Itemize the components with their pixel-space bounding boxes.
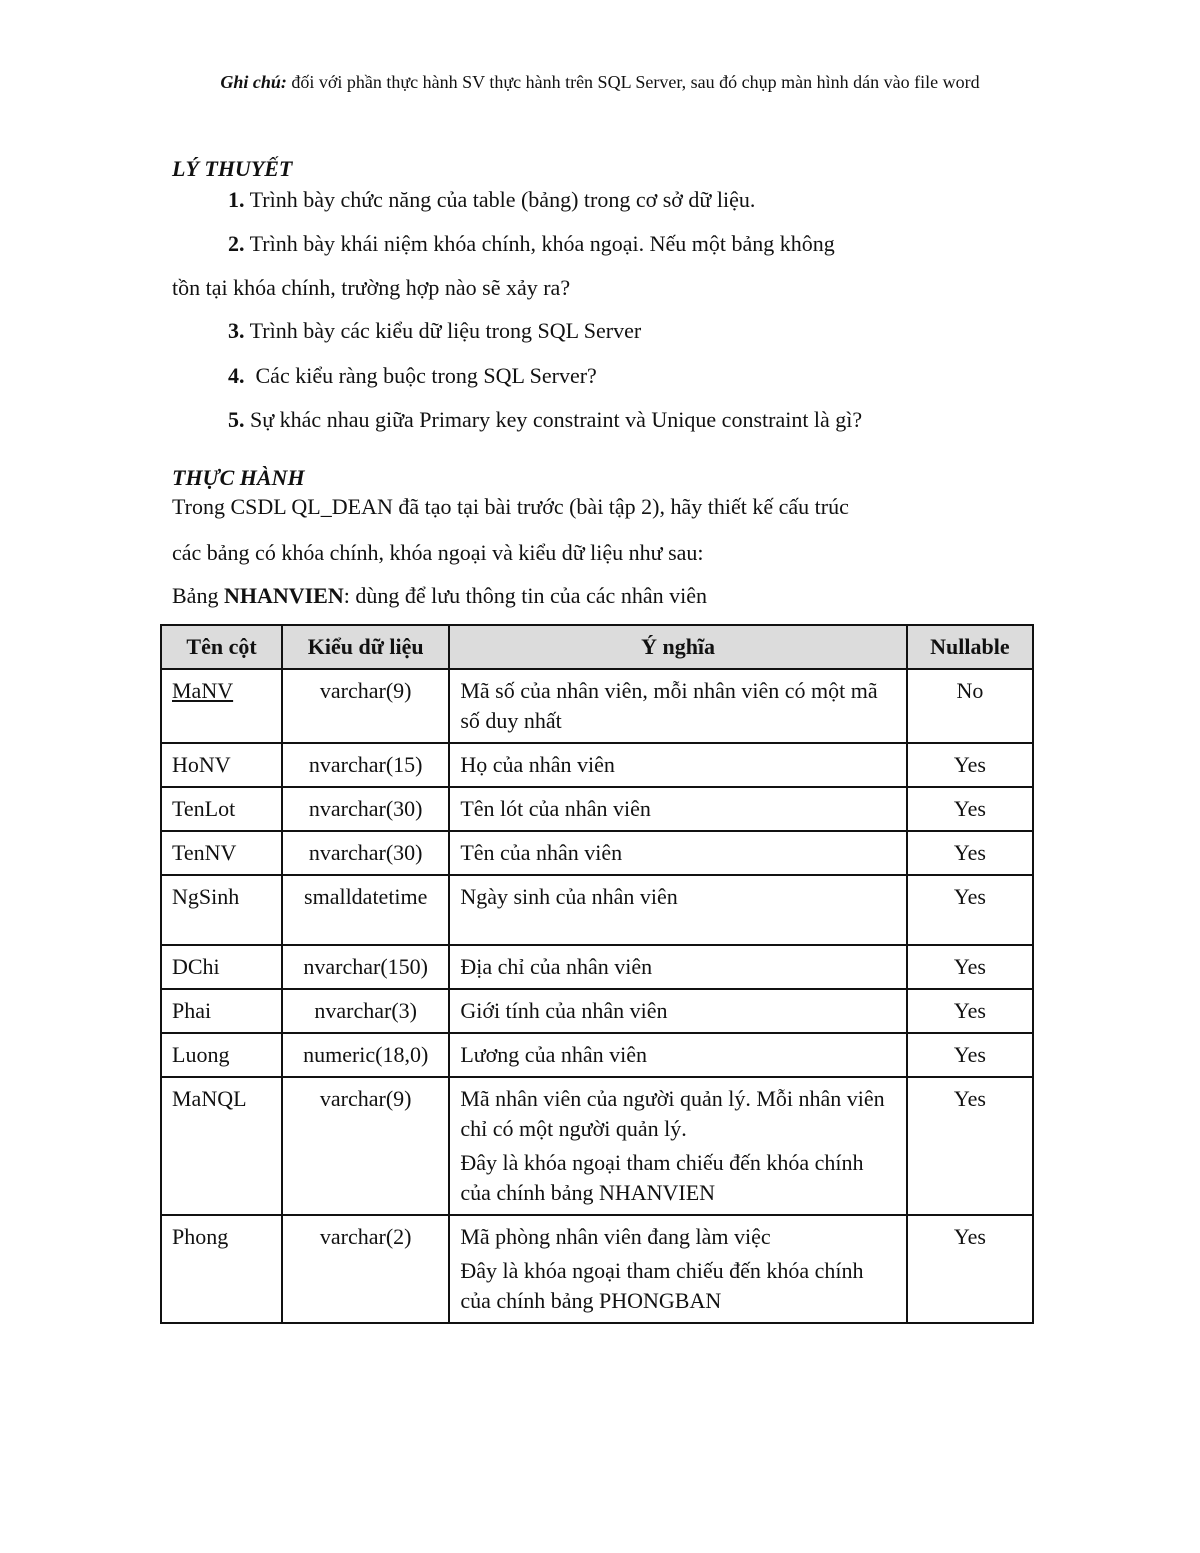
meaning-paragraph: Đây là khóa ngoại tham chiếu đến khóa chính của chính bảng NHANVIEN <box>460 1150 864 1205</box>
cell-column-name: Phong <box>161 1215 282 1323</box>
meaning-paragraph: Đây là khóa ngoại tham chiếu đến khóa chính của chính bảng PHONGBAN <box>460 1258 864 1313</box>
question-2 <box>228 231 835 257</box>
question-number: 5. <box>228 407 245 432</box>
question-text: Sự khác nhau giữa Primary key constraint và Unique constraint là gì? <box>244 407 863 432</box>
header-column-name: Tên cột <box>161 625 282 669</box>
page-note <box>0 72 1200 93</box>
question-text: Trình bày các kiểu dữ liệu trong SQL Server <box>244 318 642 343</box>
table-row <box>161 989 1033 1033</box>
cell-meaning: Ngày sinh của nhân viên <box>449 875 907 945</box>
header-data-type: Kiểu dữ liệu <box>282 625 449 669</box>
cell-nullable: Yes <box>907 1077 1033 1215</box>
cell-data-type: varchar(9) <box>282 669 449 743</box>
cell-nullable: Yes <box>907 1033 1033 1077</box>
table-row <box>161 945 1033 989</box>
cell-meaning <box>449 1215 907 1323</box>
cell-column-name: MaNV <box>172 678 234 703</box>
note-label: Ghi chú: <box>220 72 287 92</box>
caption-prefix: Bảng <box>172 583 224 608</box>
cell-data-type: nvarchar(30) <box>282 787 449 831</box>
question-1 <box>228 187 755 213</box>
practice-intro-2: các bảng có khóa chính, khóa ngoại và kiểu dữ liệu như sau: <box>172 540 704 565</box>
table-row <box>161 1077 1033 1215</box>
cell-meaning: Họ của nhân viên <box>449 743 907 787</box>
cell-data-type: nvarchar(150) <box>282 945 449 989</box>
cell-column-name: MaNQL <box>161 1077 282 1215</box>
table-row <box>161 1215 1033 1323</box>
cell-data-type: varchar(9) <box>282 1077 449 1215</box>
practice-intro-1: Trong CSDL QL_DEAN đã tạo tại bài trước (bài tập 2), hãy thiết kế cấu trúc <box>172 494 849 519</box>
question-4 <box>228 363 597 389</box>
question-number: 1. <box>228 187 245 212</box>
question-number: 4. <box>228 363 245 388</box>
meaning-paragraph: Mã phòng nhân viên đang làm việc <box>460 1224 771 1249</box>
table-name: NHANVIEN <box>223 583 344 608</box>
cell-meaning: Tên của nhân viên <box>449 831 907 875</box>
practice-heading: THỰC HÀNH <box>172 465 305 490</box>
cell-column-name: Luong <box>161 1033 282 1077</box>
cell-column-name: NgSinh <box>161 875 282 945</box>
nhanvien-table <box>160 624 1034 1324</box>
cell-nullable: No <box>907 669 1033 743</box>
question-2-continuation: tồn tại khóa chính, trường hợp nào sẽ xảy ra? <box>172 275 571 300</box>
table-row <box>161 831 1033 875</box>
table-caption <box>172 583 707 609</box>
note-text: đối với phần thực hành SV thực hành trên SQL Server, sau đó chụp màn hình dán vào file word <box>286 72 980 92</box>
table-row <box>161 743 1033 787</box>
header-meaning: Ý nghĩa <box>449 625 907 669</box>
cell-column-name: TenNV <box>161 831 282 875</box>
cell-data-type: nvarchar(15) <box>282 743 449 787</box>
header-nullable: Nullable <box>907 625 1033 669</box>
table-row <box>161 787 1033 831</box>
cell-meaning: Giới tính của nhân viên <box>449 989 907 1033</box>
cell-data-type: nvarchar(3) <box>282 989 449 1033</box>
cell-nullable: Yes <box>907 743 1033 787</box>
cell-nullable: Yes <box>907 831 1033 875</box>
cell-nullable: Yes <box>907 875 1033 945</box>
cell-column-name: DChi <box>161 945 282 989</box>
cell-nullable: Yes <box>907 787 1033 831</box>
table-header-row <box>161 625 1033 669</box>
meaning-paragraph: Mã nhân viên của người quản lý. Mỗi nhân viên chỉ có một người quản lý. <box>460 1086 885 1141</box>
cell-data-type: nvarchar(30) <box>282 831 449 875</box>
question-5 <box>228 407 862 433</box>
cell-column-name: HoNV <box>161 743 282 787</box>
cell-meaning <box>449 1077 907 1215</box>
cell-data-type: numeric(18,0) <box>282 1033 449 1077</box>
table-row <box>161 875 1033 945</box>
table-row <box>161 669 1033 743</box>
cell-nullable: Yes <box>907 945 1033 989</box>
cell-nullable: Yes <box>907 1215 1033 1323</box>
question-text: Trình bày khái niệm khóa chính, khóa ngoại. Nếu một bảng không <box>244 231 835 256</box>
cell-column-name: Phai <box>161 989 282 1033</box>
cell-meaning: Mã số của nhân viên, mỗi nhân viên có một mã số duy nhất <box>449 669 907 743</box>
question-number: 3. <box>228 318 245 343</box>
question-text: Trình bày chức năng của table (bảng) trong cơ sở dữ liệu. <box>244 187 756 212</box>
cell-meaning: Tên lót của nhân viên <box>449 787 907 831</box>
cell-data-type: smalldatetime <box>282 875 449 945</box>
theory-heading: LÝ THUYẾT <box>172 156 293 181</box>
cell-column-name: TenLot <box>161 787 282 831</box>
caption-suffix: : dùng để lưu thông tin của các nhân viên <box>343 583 707 608</box>
question-3 <box>228 318 641 344</box>
cell-data-type: varchar(2) <box>282 1215 449 1323</box>
cell-nullable: Yes <box>907 989 1033 1033</box>
table-row <box>161 1033 1033 1077</box>
cell-meaning: Lương của nhân viên <box>449 1033 907 1077</box>
question-number: 2. <box>228 231 245 256</box>
question-text: Các kiểu ràng buộc trong SQL Server? <box>244 363 597 388</box>
cell-meaning: Địa chỉ của nhân viên <box>449 945 907 989</box>
